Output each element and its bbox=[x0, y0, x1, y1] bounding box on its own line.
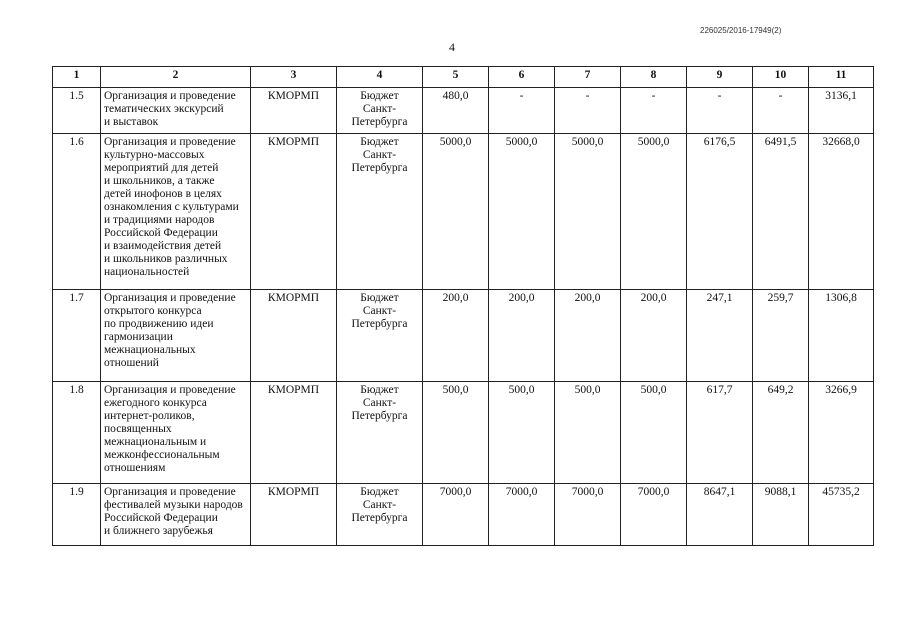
budget-table bbox=[52, 66, 874, 546]
funding-source-line: Санкт- bbox=[362, 305, 397, 317]
activity-name-line: отношениям bbox=[104, 462, 166, 474]
activity-name-line: фестивалей музыки народов bbox=[104, 499, 243, 511]
header-row bbox=[53, 67, 874, 88]
value-cell-col-6: 7000,0 bbox=[489, 484, 555, 546]
activity-name-line: гармонизации bbox=[104, 331, 173, 343]
activity-name-line: ознакомления с культурами bbox=[104, 201, 239, 213]
column-header-9: 9 bbox=[687, 67, 753, 88]
value-cell-col-6: - bbox=[489, 88, 555, 134]
value-cell-col-10: 649,2 bbox=[753, 382, 809, 484]
funding-source bbox=[337, 290, 423, 382]
activity-name-line: и школьников различных bbox=[104, 253, 228, 265]
activity-name-line: тематических экскурсий bbox=[104, 103, 224, 115]
activity-name-line: Организация и проведение bbox=[104, 136, 236, 148]
column-header-11: 11 bbox=[809, 67, 874, 88]
column-header-2: 2 bbox=[101, 67, 251, 88]
value-cell-col-8: 7000,0 bbox=[621, 484, 687, 546]
activity-name bbox=[101, 134, 251, 290]
activity-name bbox=[101, 382, 251, 484]
activity-name-line: посвященных bbox=[104, 423, 172, 435]
activity-name-line: Организация и проведение bbox=[104, 486, 236, 498]
value-cell-col-11: 3266,9 bbox=[809, 382, 874, 484]
value-cell-col-11: 1306,8 bbox=[809, 290, 874, 382]
activity-name-line: открытого конкурса bbox=[104, 305, 202, 317]
activity-name-line: отношений bbox=[104, 357, 159, 369]
activity-name-line: национальностей bbox=[104, 266, 190, 278]
value-cell-col-7: - bbox=[555, 88, 621, 134]
activity-name-line: Российской Федерации bbox=[104, 227, 218, 239]
row-number: 1.6 bbox=[53, 134, 101, 290]
value-cell-col-8: 5000,0 bbox=[621, 134, 687, 290]
value-cell-col-9: 8647,1 bbox=[687, 484, 753, 546]
row-number: 1.5 bbox=[53, 88, 101, 134]
funding-source bbox=[337, 88, 423, 134]
value-cell-col-9: 247,1 bbox=[687, 290, 753, 382]
funding-source-line: Петербурга bbox=[351, 410, 408, 422]
funding-source-line: Санкт- bbox=[362, 149, 397, 161]
column-header-10: 10 bbox=[753, 67, 809, 88]
activity-name-line: Организация и проведение bbox=[104, 90, 236, 102]
activity-name-line: межконфессиональным bbox=[104, 449, 220, 461]
table-row bbox=[53, 290, 874, 382]
activity-name-line: межнациональных bbox=[104, 344, 196, 356]
page-number: 4 bbox=[449, 40, 455, 54]
value-cell-col-10: 259,7 bbox=[753, 290, 809, 382]
funding-source bbox=[337, 382, 423, 484]
column-header-1: 1 bbox=[53, 67, 101, 88]
funding-source-line: Петербурга bbox=[351, 116, 408, 128]
activity-name-line: и выставок bbox=[104, 116, 159, 128]
funding-source-line: Бюджет bbox=[360, 292, 399, 304]
activity-name-line: культурно-массовых bbox=[104, 149, 205, 161]
funding-source-line: Санкт- bbox=[362, 499, 397, 511]
column-header-4: 4 bbox=[337, 67, 423, 88]
funding-source-line: Петербурга bbox=[351, 318, 408, 330]
funding-source-line: Петербурга bbox=[351, 512, 408, 524]
activity-name-line: Российской Федерации bbox=[104, 512, 218, 524]
funding-source-line: Петербурга bbox=[351, 162, 408, 174]
funding-source-line: Санкт- bbox=[362, 103, 397, 115]
executor: КМОРМП bbox=[251, 88, 337, 134]
value-cell-col-9: 617,7 bbox=[687, 382, 753, 484]
activity-name-line: межнациональным и bbox=[104, 436, 207, 448]
activity-name-line: Организация и проведение bbox=[104, 292, 236, 304]
row-number: 1.8 bbox=[53, 382, 101, 484]
activity-name-line: Организация и проведение bbox=[104, 384, 236, 396]
value-cell-col-5: 480,0 bbox=[423, 88, 489, 134]
row-number: 1.9 bbox=[53, 484, 101, 546]
funding-source-line: Бюджет bbox=[360, 486, 399, 498]
value-cell-col-6: 200,0 bbox=[489, 290, 555, 382]
row-number: 1.7 bbox=[53, 290, 101, 382]
funding-source-line: Бюджет bbox=[360, 384, 399, 396]
value-cell-col-10: 6491,5 bbox=[753, 134, 809, 290]
funding-source bbox=[337, 484, 423, 546]
table-row bbox=[53, 382, 874, 484]
funding-source-line: Бюджет bbox=[360, 90, 399, 102]
column-header-5: 5 bbox=[423, 67, 489, 88]
value-cell-col-8: - bbox=[621, 88, 687, 134]
activity-name-line: и школьников, а также bbox=[104, 175, 215, 187]
document-id: 226025/2016-17949(2) bbox=[700, 26, 782, 35]
activity-name-line: и взаимодействия детей bbox=[104, 240, 222, 252]
value-cell-col-8: 200,0 bbox=[621, 290, 687, 382]
value-cell-col-9: 6176,5 bbox=[687, 134, 753, 290]
executor: КМОРМП bbox=[251, 382, 337, 484]
column-header-3: 3 bbox=[251, 67, 337, 88]
activity-name-line: детей инофонов в целях bbox=[104, 188, 222, 200]
value-cell-col-5: 500,0 bbox=[423, 382, 489, 484]
activity-name-line: ежегодного конкурса bbox=[104, 397, 207, 409]
value-cell-col-11: 3136,1 bbox=[809, 88, 874, 134]
value-cell-col-5: 7000,0 bbox=[423, 484, 489, 546]
value-cell-col-11: 45735,2 bbox=[809, 484, 874, 546]
value-cell-col-7: 5000,0 bbox=[555, 134, 621, 290]
activity-name-line: интернет-роликов, bbox=[104, 410, 195, 422]
executor: КМОРМП bbox=[251, 134, 337, 290]
value-cell-col-8: 500,0 bbox=[621, 382, 687, 484]
activity-name bbox=[101, 88, 251, 134]
value-cell-col-5: 200,0 bbox=[423, 290, 489, 382]
activity-name bbox=[101, 290, 251, 382]
value-cell-col-9: - bbox=[687, 88, 753, 134]
activity-name-line: по продвижению идеи bbox=[104, 318, 214, 330]
funding-source-line: Бюджет bbox=[360, 136, 399, 148]
funding-source bbox=[337, 134, 423, 290]
column-header-6: 6 bbox=[489, 67, 555, 88]
table-row bbox=[53, 88, 874, 134]
funding-source-line: Санкт- bbox=[362, 397, 397, 409]
value-cell-col-6: 500,0 bbox=[489, 382, 555, 484]
table-row bbox=[53, 134, 874, 290]
column-header-8: 8 bbox=[621, 67, 687, 88]
value-cell-col-7: 500,0 bbox=[555, 382, 621, 484]
table-row bbox=[53, 484, 874, 546]
value-cell-col-6: 5000,0 bbox=[489, 134, 555, 290]
executor: КМОРМП bbox=[251, 290, 337, 382]
value-cell-col-7: 200,0 bbox=[555, 290, 621, 382]
value-cell-col-10: - bbox=[753, 88, 809, 134]
activity-name-line: и традициями народов bbox=[104, 214, 215, 226]
table-body bbox=[53, 88, 874, 546]
activity-name bbox=[101, 484, 251, 546]
value-cell-col-10: 9088,1 bbox=[753, 484, 809, 546]
value-cell-col-5: 5000,0 bbox=[423, 134, 489, 290]
value-cell-col-7: 7000,0 bbox=[555, 484, 621, 546]
executor: КМОРМП bbox=[251, 484, 337, 546]
value-cell-col-11: 32668,0 bbox=[809, 134, 874, 290]
activity-name-line: и ближнего зарубежья bbox=[104, 525, 213, 537]
activity-name-line: мероприятий для детей bbox=[104, 162, 219, 174]
column-header-7: 7 bbox=[555, 67, 621, 88]
